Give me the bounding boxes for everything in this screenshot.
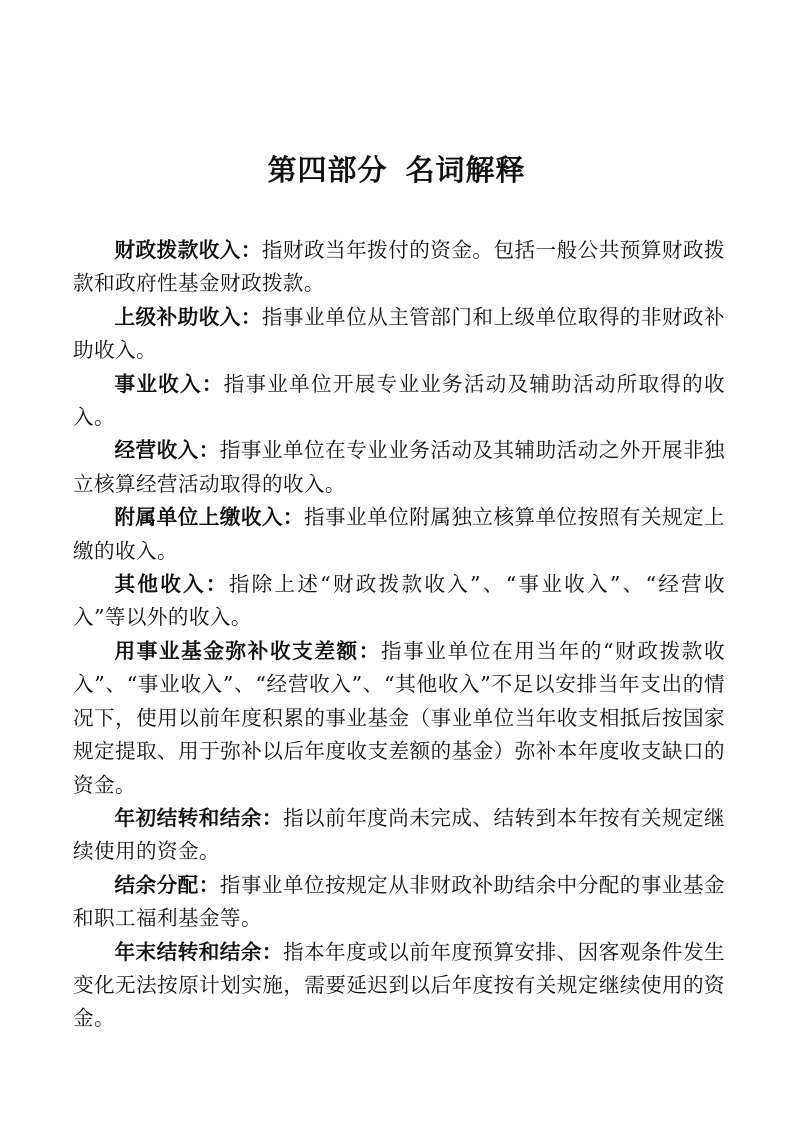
glossary-entry	[73, 635, 725, 802]
title-part: 第四部分	[267, 153, 388, 187]
definition: 指事业单位从主管部门和上级单位取得的非财政补助收入。	[73, 304, 725, 363]
title-name: 名词解释	[405, 153, 526, 187]
glossary-entry	[73, 301, 725, 368]
glossary-entry	[73, 802, 725, 869]
glossary	[73, 234, 725, 1036]
glossary-entry	[73, 936, 725, 1036]
term: 财政拨款收入：	[114, 238, 262, 262]
term: 附属单位上缴收入：	[114, 505, 304, 530]
definition: 指事业单位按规定从非财政补助结余中分配的事业基金和职工福利基金等。	[73, 872, 726, 931]
definition: 指事业单位附属独立核算单位按照有关规定上缴的收入。	[73, 505, 725, 563]
term: 其他收入：	[114, 572, 229, 597]
term: 用事业基金弥补收支差额：	[114, 638, 381, 663]
term: 年末结转和结余：	[114, 939, 283, 964]
definition: 指除上述“财政拨款收入”、“事业收入”、“经营收入”等以外的收入。	[73, 572, 725, 630]
term: 结余分配：	[114, 872, 220, 897]
definition: 指事业单位开展专业业务活动及辅助活动所取得的收入。	[73, 371, 725, 430]
term: 事业收入：	[114, 371, 224, 396]
glossary-entry	[73, 568, 725, 635]
page-title	[0, 150, 793, 190]
definition: 指本年度或以前年度预算安排、因客观条件发生变化无法按原计划实施，需要延迟到以后年度按有关规定继续使用的资金。	[73, 939, 725, 1031]
definition: 指事业单位在用当年的“财政拨款收入”、“事业收入”、“经营收入”、“其他收入”不足以安排当年支出的情况下，使用以前年度积累的事业基金（事业单位当年收支相抵后按国家规定提取、用于弥补以后年度收支差额的基金）弥补本年度收支缺口的资金。	[73, 638, 725, 797]
glossary-entry	[73, 434, 725, 501]
glossary-entry	[73, 869, 725, 936]
glossary-entry	[73, 234, 725, 301]
definition: 指财政当年拨付的资金。包括一般公共预算财政拨款和政府性基金财政拨款。	[73, 238, 725, 296]
term: 经营收入：	[114, 438, 220, 463]
glossary-entry	[73, 368, 725, 435]
term: 年初结转和结余：	[114, 805, 283, 830]
definition: 指事业单位在专业业务活动及其辅助活动之外开展非独立核算经营活动取得的收入。	[73, 438, 726, 496]
glossary-entry	[73, 501, 725, 568]
definition: 指以前年度尚未完成、结转到本年按有关规定继续使用的资金。	[73, 805, 725, 864]
term: 上级补助收入：	[114, 304, 262, 329]
